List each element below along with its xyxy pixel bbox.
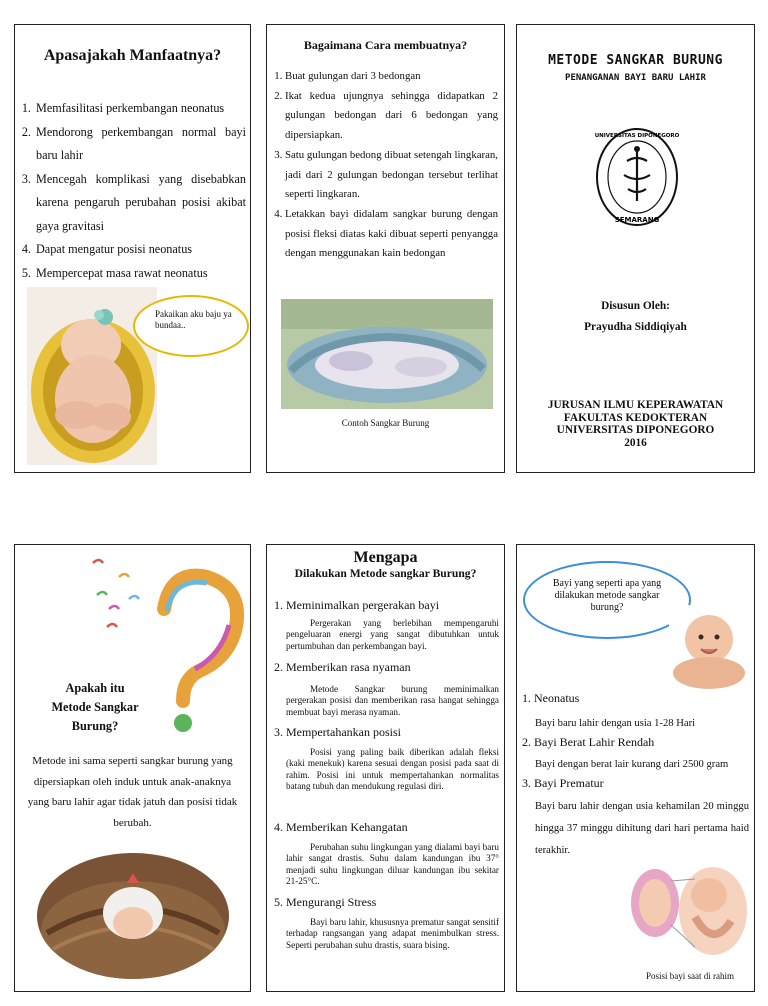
seal-text-top: UNIVERSITAS DIPONEGORO [594, 133, 680, 139]
reason-title-text: Mempertahankan posisi [286, 725, 401, 739]
benefit-item: 1. Memfasilitasi perkembangan neonatus [34, 97, 246, 121]
institution-block [517, 399, 754, 449]
criteria-title: 3. Bayi Prematur [522, 776, 604, 790]
cover-subtitle: PENANGANAN BAYI BARU LAHIR [565, 73, 706, 83]
panel-who [516, 544, 755, 992]
reason-body: Bayi baru lahir, khususnya prematur sangat sensitif terhadap rangsangan yang adapat menimbulkan stress. Seperti perubahan suhu drastis, suara bising. [286, 917, 499, 950]
baby-in-nest-photo [37, 853, 229, 979]
panel-why [266, 544, 505, 992]
criteria-body: Bayi baru lahir dengan usia kehamilan 20 minggu hingga 37 minggu dihitung dari hari pertama haid terakhir. [535, 801, 749, 856]
reason-title-text: Meminimalkan pergerakan bayi [286, 598, 440, 612]
compiled-by-label: Disusun Oleh: [601, 300, 670, 312]
benefit-item: 2. Mendorong perkembangan normal bayi baru lahir [34, 121, 246, 168]
reason-title: 2. Memberikan rasa nyaman [274, 660, 411, 674]
benefit-item: 3. Mencegah komplikasi yang disebabkan karena pengaruh perubahan posisi akibat gaya gravitasi [34, 168, 246, 239]
criteria-title-text: Neonatus [534, 691, 580, 705]
cover-title: METODE SANGKAR BURUNG [548, 53, 723, 68]
speech-bubble: Pakaikan aku baju ya bundaa.. [133, 295, 249, 357]
university-seal-logo [594, 125, 680, 229]
criteria-title: 1. Neonatus [522, 691, 580, 705]
reason-body: Perubahan suhu lingkungan yang dialami bayi baru lahir sangat drastis. Suhu dalam kandungan ibu 37° menjadi suhu lingkungan diluar kandungan ibu sekitar 21-25°C. [286, 842, 499, 886]
criteria-body: Bayi dengan berat lair kurang dari 2500 gram [535, 759, 729, 770]
smiling-baby-photo [669, 605, 749, 689]
benefit-item: 4. Dapat mengatur posisi neonatus [34, 238, 246, 262]
womb-caption: Posisi bayi saat di rahim [646, 971, 734, 981]
reason-title: 3. Mempertahankan posisi [274, 725, 401, 739]
criteria-title-text: Bayi Berat Lahir Rendah [534, 735, 655, 749]
institution-line: UNIVERSITAS DIPONEGORO [556, 424, 715, 436]
institution-line: JURUSAN ILMU KEPERAWATAN [547, 399, 724, 411]
bird-nest-example-photo [281, 299, 493, 409]
panel-what-is [14, 544, 251, 992]
seal-text-bottom: SEMARANG [614, 216, 660, 224]
question-line: Metode Sangkar [51, 700, 139, 714]
reason-body: Metode Sangkar burung meminimalkan pergerakan posisi dan memberikan rasa hangat sehingga membuat bayi merasa nyaman. [286, 684, 499, 717]
institution-line: 2016 [624, 436, 647, 449]
panel-benefits [14, 24, 251, 473]
benefit-item: 5. Mempercepat masa rawat neonatus [34, 262, 246, 286]
reason-body: Pergerakan yang berlebihan mempengaruhi pengeluaran energi yang sangat dibutuhkan untuk pertumbuhan dan perkembangan bayi. [286, 618, 499, 651]
reason-title: 5. Mengurangi Stress [274, 895, 377, 909]
method-description: Metode ini sama seperti sangkar burung yang dipersiapkan oleh induk untuk anak-anaknya yang baru lahir agar tidak jatuh dan posisi tidak berubah. [27, 755, 238, 829]
criteria-body: Bayi baru lahir dengan usia 1-28 Hari [535, 718, 696, 729]
author-name: Prayudha Siddiqiyah [584, 321, 687, 333]
panel-how-to-make [266, 24, 505, 473]
what-is-question [25, 679, 165, 736]
reason-title-text: Memberikan Kehangatan [286, 820, 408, 834]
nest-caption: Contoh Sangkar Burung [341, 418, 430, 428]
step-item: 3. Satu gulungan bedong dibuat setengah lingkaran, jadi dari 2 gulungan bedongan tersebut terlihat seperti lingkaran. [285, 146, 498, 205]
reason-title-text: Mengurangi Stress [286, 895, 377, 909]
question-line: Burung? [71, 719, 119, 733]
steps-list [271, 67, 498, 264]
step-item: 4. Letakkan bayi didalam sangkar burung dengan posisi fleksi diatas kaki dibuat seperti penyangga dengan menggunakan kain bedongan [285, 205, 498, 264]
how-to-title: Bagaimana Cara membuatnya? [303, 38, 468, 52]
why-subheading: Dilakukan Metode sangkar Burung? [294, 567, 477, 580]
step-item: 1. Buat gulungan dari 3 bedongan [285, 67, 498, 87]
reason-title-text: Memberikan rasa nyaman [286, 660, 411, 674]
reason-title: 1. Meminimalkan pergerakan bayi [274, 598, 440, 612]
step-item: 2. Ikat kedua ujungnya sehingga didapatkan 2 gulungan bedongan dari 6 bedongan yang dipersiapkan. [285, 87, 498, 146]
question-bubble: Bayi yang seperti apa yang dilakukan metode sangkar burung? [523, 561, 691, 639]
panel-cover [516, 24, 755, 473]
institution-line: FAKULTAS KEDOKTERAN [563, 411, 708, 424]
why-heading: Mengapa [353, 549, 418, 566]
fetus-in-womb-illustration [625, 861, 749, 965]
reason-body: Posisi yang paling baik diberikan adalah fleksi (kaki menekuk) karena sesuai dengan posisi pada saat di rahim. Posisi ini untuk mempertahankan normalitas batang tubuh dan mendukung regulasi diri. [286, 747, 499, 791]
criteria-title-text: Bayi Prematur [534, 776, 604, 790]
benefits-title: Apasajakah Manfaatnya? [43, 47, 222, 64]
question-line: Apakah itu [65, 681, 125, 695]
criteria-title: 2. Bayi Berat Lahir Rendah [522, 735, 655, 749]
benefits-list [20, 97, 246, 285]
reason-title: 4. Memberikan Kehangatan [274, 820, 408, 834]
